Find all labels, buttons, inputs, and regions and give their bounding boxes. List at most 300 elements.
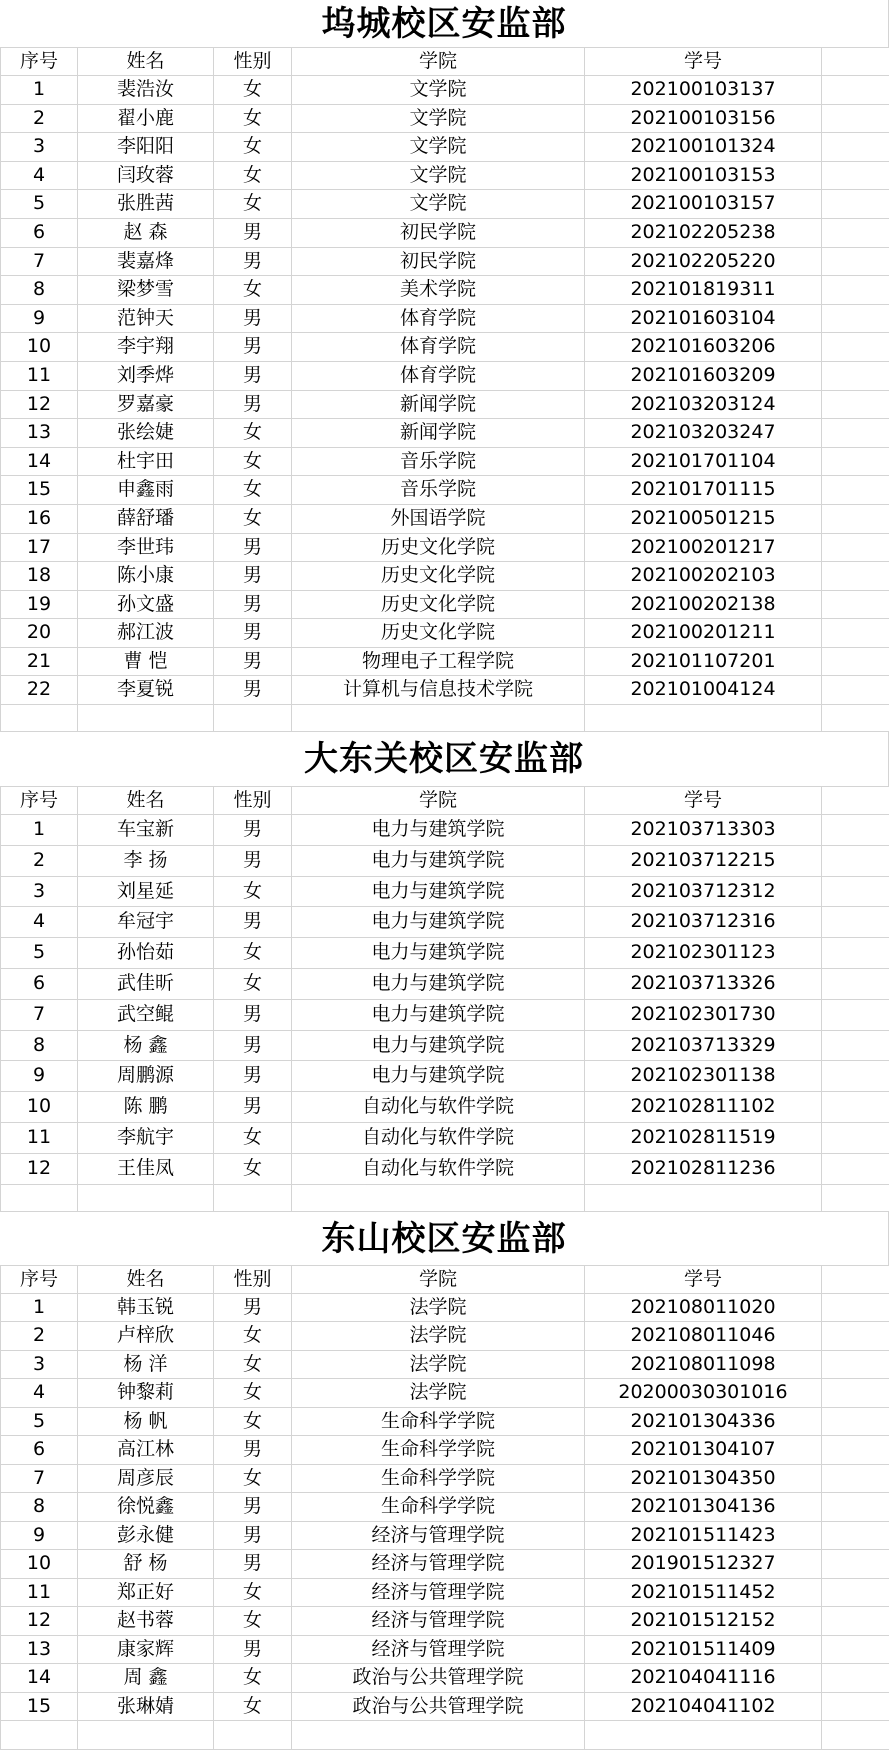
gender-cell[interactable]: 男	[214, 391, 292, 419]
seq-cell[interactable]: 19	[0, 591, 78, 619]
student-id-cell[interactable]: 202101701104	[585, 448, 822, 476]
seq-cell[interactable]: 4	[0, 162, 78, 190]
seq-cell[interactable]: 14	[0, 448, 78, 476]
college-cell[interactable]: 初民学院	[292, 219, 585, 247]
gender-cell[interactable]: 女	[214, 1379, 292, 1407]
empty-cell[interactable]	[78, 1185, 214, 1211]
gender-cell[interactable]: 女	[214, 1123, 292, 1153]
college-cell[interactable]: 体育学院	[292, 305, 585, 333]
header-gender[interactable]: 性别	[214, 787, 292, 814]
empty-cell[interactable]	[214, 1721, 292, 1749]
name-cell[interactable]: 刘季烨	[78, 362, 214, 390]
seq-cell[interactable]: 1	[0, 1294, 78, 1322]
empty-cell[interactable]	[292, 1185, 585, 1211]
gender-cell[interactable]: 女	[214, 419, 292, 447]
empty-cell[interactable]	[78, 705, 214, 731]
empty-cell[interactable]	[822, 1607, 889, 1635]
name-cell[interactable]: 孙怡茹	[78, 938, 214, 968]
student-id-cell[interactable]: 202103712312	[585, 877, 822, 907]
student-id-cell[interactable]: 202101304136	[585, 1493, 822, 1521]
header-college[interactable]: 学院	[292, 1266, 585, 1293]
gender-cell[interactable]: 男	[214, 1092, 292, 1122]
empty-cell[interactable]	[214, 1185, 292, 1211]
name-cell[interactable]: 李宇翔	[78, 333, 214, 361]
empty-cell[interactable]	[78, 1721, 214, 1749]
name-cell[interactable]: 康家辉	[78, 1636, 214, 1664]
seq-cell[interactable]: 1	[0, 76, 78, 104]
student-id-cell[interactable]: 202101603209	[585, 362, 822, 390]
empty-cell[interactable]	[822, 1550, 889, 1578]
name-cell[interactable]: 李航宇	[78, 1123, 214, 1153]
student-id-cell[interactable]: 202103713326	[585, 969, 822, 999]
empty-cell[interactable]	[822, 1636, 889, 1664]
empty-cell[interactable]	[822, 1266, 889, 1293]
seq-cell[interactable]: 10	[0, 1550, 78, 1578]
gender-cell[interactable]: 女	[214, 276, 292, 304]
student-id-cell[interactable]: 202100103137	[585, 76, 822, 104]
college-cell[interactable]: 自动化与软件学院	[292, 1154, 585, 1184]
seq-cell[interactable]: 12	[0, 1607, 78, 1635]
empty-cell[interactable]	[822, 419, 889, 447]
header-seq[interactable]: 序号	[0, 48, 78, 75]
college-cell[interactable]: 电力与建筑学院	[292, 1000, 585, 1030]
college-cell[interactable]: 电力与建筑学院	[292, 815, 585, 845]
seq-cell[interactable]: 2	[0, 846, 78, 876]
name-cell[interactable]: 钟黎莉	[78, 1379, 214, 1407]
empty-cell[interactable]	[822, 1294, 889, 1322]
seq-cell[interactable]: 11	[0, 362, 78, 390]
college-cell[interactable]: 外国语学院	[292, 505, 585, 533]
empty-cell[interactable]	[822, 534, 889, 562]
empty-cell[interactable]	[822, 333, 889, 361]
empty-cell[interactable]	[822, 1322, 889, 1350]
empty-cell[interactable]	[822, 133, 889, 161]
empty-cell[interactable]	[822, 76, 889, 104]
college-cell[interactable]: 法学院	[292, 1294, 585, 1322]
header-name[interactable]: 姓名	[78, 787, 214, 814]
name-cell[interactable]: 裴浩汝	[78, 76, 214, 104]
seq-cell[interactable]: 6	[0, 219, 78, 247]
empty-cell[interactable]	[822, 705, 889, 731]
seq-cell[interactable]: 11	[0, 1123, 78, 1153]
header-student-id[interactable]: 学号	[585, 48, 822, 75]
student-id-cell[interactable]: 202104041116	[585, 1664, 822, 1692]
seq-cell[interactable]: 7	[0, 1465, 78, 1493]
name-cell[interactable]: 郝江波	[78, 619, 214, 647]
empty-cell[interactable]	[822, 787, 889, 814]
student-id-cell[interactable]: 202101603206	[585, 333, 822, 361]
college-cell[interactable]: 历史文化学院	[292, 619, 585, 647]
college-cell[interactable]: 历史文化学院	[292, 562, 585, 590]
college-cell[interactable]: 电力与建筑学院	[292, 877, 585, 907]
seq-cell[interactable]: 22	[0, 676, 78, 704]
student-id-cell[interactable]: 202101701115	[585, 476, 822, 504]
empty-cell[interactable]	[822, 505, 889, 533]
gender-cell[interactable]: 男	[214, 846, 292, 876]
gender-cell[interactable]: 女	[214, 1408, 292, 1436]
seq-cell[interactable]: 11	[0, 1579, 78, 1607]
gender-cell[interactable]: 女	[214, 1322, 292, 1350]
empty-cell[interactable]	[822, 248, 889, 276]
header-student-id[interactable]: 学号	[585, 787, 822, 814]
student-id-cell[interactable]: 202100101324	[585, 133, 822, 161]
name-cell[interactable]: 武佳昕	[78, 969, 214, 999]
seq-cell[interactable]: 5	[0, 938, 78, 968]
college-cell[interactable]: 生命科学学院	[292, 1408, 585, 1436]
college-cell[interactable]: 电力与建筑学院	[292, 969, 585, 999]
seq-cell[interactable]: 1	[0, 815, 78, 845]
gender-cell[interactable]: 女	[214, 105, 292, 133]
empty-cell[interactable]	[214, 705, 292, 731]
empty-cell[interactable]	[822, 1123, 889, 1153]
empty-cell[interactable]	[822, 448, 889, 476]
empty-cell[interactable]	[822, 276, 889, 304]
student-id-cell[interactable]: 202108011098	[585, 1351, 822, 1379]
name-cell[interactable]: 车宝新	[78, 815, 214, 845]
college-cell[interactable]: 政治与公共管理学院	[292, 1664, 585, 1692]
name-cell[interactable]: 杨 帆	[78, 1408, 214, 1436]
empty-cell[interactable]	[822, 1721, 889, 1749]
name-cell[interactable]: 赵 森	[78, 219, 214, 247]
name-cell[interactable]: 牟冠宇	[78, 907, 214, 937]
student-id-cell[interactable]: 202103203124	[585, 391, 822, 419]
college-cell[interactable]: 体育学院	[292, 362, 585, 390]
gender-cell[interactable]: 女	[214, 162, 292, 190]
student-id-cell[interactable]: 202100501215	[585, 505, 822, 533]
college-cell[interactable]: 历史文化学院	[292, 534, 585, 562]
name-cell[interactable]: 张胜茜	[78, 190, 214, 218]
empty-cell[interactable]	[822, 1379, 889, 1407]
gender-cell[interactable]: 男	[214, 1436, 292, 1464]
college-cell[interactable]: 经济与管理学院	[292, 1522, 585, 1550]
empty-cell[interactable]	[822, 619, 889, 647]
student-id-cell[interactable]: 202101511423	[585, 1522, 822, 1550]
header-gender[interactable]: 性别	[214, 48, 292, 75]
student-id-cell[interactable]: 202101304350	[585, 1465, 822, 1493]
name-cell[interactable]: 李阳阳	[78, 133, 214, 161]
seq-cell[interactable]: 2	[0, 105, 78, 133]
seq-cell[interactable]: 4	[0, 907, 78, 937]
seq-cell[interactable]: 8	[0, 1493, 78, 1521]
name-cell[interactable]: 罗嘉豪	[78, 391, 214, 419]
gender-cell[interactable]: 女	[214, 448, 292, 476]
seq-cell[interactable]: 12	[0, 1154, 78, 1184]
header-name[interactable]: 姓名	[78, 1266, 214, 1293]
name-cell[interactable]: 孙文盛	[78, 591, 214, 619]
seq-cell[interactable]: 13	[0, 1636, 78, 1664]
gender-cell[interactable]: 女	[214, 505, 292, 533]
empty-cell[interactable]	[0, 1721, 78, 1749]
seq-cell[interactable]: 12	[0, 391, 78, 419]
student-id-cell[interactable]: 202101304336	[585, 1408, 822, 1436]
name-cell[interactable]: 薛舒璠	[78, 505, 214, 533]
student-id-cell[interactable]: 20200030301016	[585, 1379, 822, 1407]
gender-cell[interactable]: 女	[214, 1465, 292, 1493]
college-cell[interactable]: 自动化与软件学院	[292, 1092, 585, 1122]
name-cell[interactable]: 裴嘉烽	[78, 248, 214, 276]
student-id-cell[interactable]: 202101107201	[585, 648, 822, 676]
gender-cell[interactable]: 男	[214, 1522, 292, 1550]
empty-cell[interactable]	[822, 162, 889, 190]
student-id-cell[interactable]: 202100202103	[585, 562, 822, 590]
gender-cell[interactable]: 女	[214, 190, 292, 218]
name-cell[interactable]: 武空鲲	[78, 1000, 214, 1030]
student-id-cell[interactable]: 202102205220	[585, 248, 822, 276]
college-cell[interactable]: 电力与建筑学院	[292, 907, 585, 937]
name-cell[interactable]: 周 鑫	[78, 1664, 214, 1692]
student-id-cell[interactable]: 202100103153	[585, 162, 822, 190]
student-id-cell[interactable]: 202101512152	[585, 1607, 822, 1635]
student-id-cell[interactable]: 202102811236	[585, 1154, 822, 1184]
gender-cell[interactable]: 男	[214, 1061, 292, 1091]
empty-cell[interactable]	[822, 938, 889, 968]
college-cell[interactable]: 美术学院	[292, 276, 585, 304]
gender-cell[interactable]: 女	[214, 1579, 292, 1607]
gender-cell[interactable]: 男	[214, 534, 292, 562]
seq-cell[interactable]: 3	[0, 877, 78, 907]
seq-cell[interactable]: 13	[0, 419, 78, 447]
name-cell[interactable]: 舒 杨	[78, 1550, 214, 1578]
name-cell[interactable]: 彭永健	[78, 1522, 214, 1550]
gender-cell[interactable]: 男	[214, 676, 292, 704]
student-id-cell[interactable]: 202100103156	[585, 105, 822, 133]
college-cell[interactable]: 电力与建筑学院	[292, 938, 585, 968]
name-cell[interactable]: 翟小鹿	[78, 105, 214, 133]
name-cell[interactable]: 杜宇田	[78, 448, 214, 476]
empty-cell[interactable]	[292, 705, 585, 731]
empty-cell[interactable]	[822, 1092, 889, 1122]
empty-cell[interactable]	[822, 877, 889, 907]
empty-cell[interactable]	[822, 1185, 889, 1211]
seq-cell[interactable]: 16	[0, 505, 78, 533]
gender-cell[interactable]: 男	[214, 1031, 292, 1061]
gender-cell[interactable]: 女	[214, 938, 292, 968]
gender-cell[interactable]: 男	[214, 1294, 292, 1322]
college-cell[interactable]: 生命科学学院	[292, 1465, 585, 1493]
college-cell[interactable]: 文学院	[292, 190, 585, 218]
name-cell[interactable]: 陈 鹏	[78, 1092, 214, 1122]
name-cell[interactable]: 杨 鑫	[78, 1031, 214, 1061]
header-student-id[interactable]: 学号	[585, 1266, 822, 1293]
college-cell[interactable]: 经济与管理学院	[292, 1607, 585, 1635]
seq-cell[interactable]: 5	[0, 1408, 78, 1436]
empty-cell[interactable]	[822, 1664, 889, 1692]
college-cell[interactable]: 计算机与信息技术学院	[292, 676, 585, 704]
seq-cell[interactable]: 7	[0, 1000, 78, 1030]
empty-cell[interactable]	[822, 362, 889, 390]
seq-cell[interactable]: 4	[0, 1379, 78, 1407]
empty-cell[interactable]	[822, 562, 889, 590]
gender-cell[interactable]: 男	[214, 591, 292, 619]
gender-cell[interactable]: 男	[214, 362, 292, 390]
empty-cell[interactable]	[822, 907, 889, 937]
college-cell[interactable]: 物理电子工程学院	[292, 648, 585, 676]
name-cell[interactable]: 徐悦鑫	[78, 1493, 214, 1521]
student-id-cell[interactable]: 202100201211	[585, 619, 822, 647]
student-id-cell[interactable]: 202101004124	[585, 676, 822, 704]
empty-cell[interactable]	[585, 1721, 822, 1749]
student-id-cell[interactable]: 202100103157	[585, 190, 822, 218]
seq-cell[interactable]: 3	[0, 1351, 78, 1379]
empty-cell[interactable]	[822, 1408, 889, 1436]
seq-cell[interactable]: 21	[0, 648, 78, 676]
empty-cell[interactable]	[822, 1061, 889, 1091]
seq-cell[interactable]: 9	[0, 1522, 78, 1550]
name-cell[interactable]: 郑正好	[78, 1579, 214, 1607]
name-cell[interactable]: 李世玮	[78, 534, 214, 562]
college-cell[interactable]: 体育学院	[292, 333, 585, 361]
empty-cell[interactable]	[822, 1351, 889, 1379]
student-id-cell[interactable]: 202103712215	[585, 846, 822, 876]
student-id-cell[interactable]: 202102301123	[585, 938, 822, 968]
seq-cell[interactable]: 20	[0, 619, 78, 647]
empty-cell[interactable]	[822, 219, 889, 247]
empty-cell[interactable]	[822, 1154, 889, 1184]
empty-cell[interactable]	[0, 1185, 78, 1211]
empty-cell[interactable]	[822, 1031, 889, 1061]
college-cell[interactable]: 初民学院	[292, 248, 585, 276]
empty-cell[interactable]	[822, 815, 889, 845]
college-cell[interactable]: 文学院	[292, 162, 585, 190]
student-id-cell[interactable]: 202103712316	[585, 907, 822, 937]
empty-cell[interactable]	[822, 105, 889, 133]
student-id-cell[interactable]: 202102301138	[585, 1061, 822, 1091]
header-seq[interactable]: 序号	[0, 787, 78, 814]
college-cell[interactable]: 文学院	[292, 76, 585, 104]
college-cell[interactable]: 生命科学学院	[292, 1436, 585, 1464]
seq-cell[interactable]: 6	[0, 969, 78, 999]
student-id-cell[interactable]: 202102811519	[585, 1123, 822, 1153]
student-id-cell[interactable]: 202101819311	[585, 276, 822, 304]
empty-cell[interactable]	[822, 391, 889, 419]
seq-cell[interactable]: 15	[0, 1693, 78, 1721]
empty-cell[interactable]	[822, 1000, 889, 1030]
gender-cell[interactable]: 男	[214, 248, 292, 276]
college-cell[interactable]: 自动化与软件学院	[292, 1123, 585, 1153]
header-gender[interactable]: 性别	[214, 1266, 292, 1293]
college-cell[interactable]: 法学院	[292, 1322, 585, 1350]
name-cell[interactable]: 曹 恺	[78, 648, 214, 676]
empty-cell[interactable]	[822, 676, 889, 704]
seq-cell[interactable]: 2	[0, 1322, 78, 1350]
empty-cell[interactable]	[822, 1436, 889, 1464]
name-cell[interactable]: 范钟天	[78, 305, 214, 333]
college-cell[interactable]: 生命科学学院	[292, 1493, 585, 1521]
gender-cell[interactable]: 女	[214, 1607, 292, 1635]
name-cell[interactable]: 周鹏源	[78, 1061, 214, 1091]
college-cell[interactable]: 文学院	[292, 105, 585, 133]
student-id-cell[interactable]: 202102205238	[585, 219, 822, 247]
student-id-cell[interactable]: 202103713329	[585, 1031, 822, 1061]
empty-cell[interactable]	[822, 591, 889, 619]
college-cell[interactable]: 经济与管理学院	[292, 1550, 585, 1578]
empty-cell[interactable]	[292, 1721, 585, 1749]
header-college[interactable]: 学院	[292, 48, 585, 75]
gender-cell[interactable]: 女	[214, 76, 292, 104]
college-cell[interactable]: 经济与管理学院	[292, 1579, 585, 1607]
name-cell[interactable]: 杨 洋	[78, 1351, 214, 1379]
empty-cell[interactable]	[822, 190, 889, 218]
college-cell[interactable]: 新闻学院	[292, 419, 585, 447]
header-seq[interactable]: 序号	[0, 1266, 78, 1293]
gender-cell[interactable]: 女	[214, 133, 292, 161]
gender-cell[interactable]: 女	[214, 1351, 292, 1379]
gender-cell[interactable]: 男	[214, 619, 292, 647]
empty-cell[interactable]	[822, 1493, 889, 1521]
college-cell[interactable]: 法学院	[292, 1379, 585, 1407]
gender-cell[interactable]: 男	[214, 333, 292, 361]
name-cell[interactable]: 赵书蓉	[78, 1607, 214, 1635]
gender-cell[interactable]: 男	[214, 1636, 292, 1664]
name-cell[interactable]: 韩玉锐	[78, 1294, 214, 1322]
student-id-cell[interactable]: 202102811102	[585, 1092, 822, 1122]
seq-cell[interactable]: 5	[0, 190, 78, 218]
seq-cell[interactable]: 15	[0, 476, 78, 504]
empty-cell[interactable]	[822, 48, 889, 75]
college-cell[interactable]: 历史文化学院	[292, 591, 585, 619]
gender-cell[interactable]: 男	[214, 219, 292, 247]
name-cell[interactable]: 高江林	[78, 1436, 214, 1464]
student-id-cell[interactable]: 202102301730	[585, 1000, 822, 1030]
header-college[interactable]: 学院	[292, 787, 585, 814]
seq-cell[interactable]: 8	[0, 1031, 78, 1061]
name-cell[interactable]: 陈小康	[78, 562, 214, 590]
gender-cell[interactable]: 男	[214, 305, 292, 333]
empty-cell[interactable]	[585, 1185, 822, 1211]
college-cell[interactable]: 政治与公共管理学院	[292, 1693, 585, 1721]
gender-cell[interactable]: 女	[214, 877, 292, 907]
student-id-cell[interactable]: 202108011046	[585, 1322, 822, 1350]
gender-cell[interactable]: 男	[214, 1550, 292, 1578]
student-id-cell[interactable]: 201901512327	[585, 1550, 822, 1578]
college-cell[interactable]: 新闻学院	[292, 391, 585, 419]
name-cell[interactable]: 李夏锐	[78, 676, 214, 704]
header-name[interactable]: 姓名	[78, 48, 214, 75]
name-cell[interactable]: 梁梦雪	[78, 276, 214, 304]
empty-cell[interactable]	[822, 1465, 889, 1493]
student-id-cell[interactable]: 202100202138	[585, 591, 822, 619]
seq-cell[interactable]: 9	[0, 1061, 78, 1091]
seq-cell[interactable]: 3	[0, 133, 78, 161]
name-cell[interactable]: 张绘婕	[78, 419, 214, 447]
college-cell[interactable]: 电力与建筑学院	[292, 1061, 585, 1091]
student-id-cell[interactable]: 202100201217	[585, 534, 822, 562]
name-cell[interactable]: 卢梓欣	[78, 1322, 214, 1350]
college-cell[interactable]: 音乐学院	[292, 476, 585, 504]
seq-cell[interactable]: 18	[0, 562, 78, 590]
student-id-cell[interactable]: 202101603104	[585, 305, 822, 333]
gender-cell[interactable]: 女	[214, 1693, 292, 1721]
seq-cell[interactable]: 6	[0, 1436, 78, 1464]
college-cell[interactable]: 法学院	[292, 1351, 585, 1379]
seq-cell[interactable]: 10	[0, 333, 78, 361]
empty-cell[interactable]	[585, 705, 822, 731]
name-cell[interactable]: 周彦辰	[78, 1465, 214, 1493]
name-cell[interactable]: 李 扬	[78, 846, 214, 876]
empty-cell[interactable]	[822, 305, 889, 333]
empty-cell[interactable]	[822, 846, 889, 876]
student-id-cell[interactable]: 202108011020	[585, 1294, 822, 1322]
empty-cell[interactable]	[822, 1693, 889, 1721]
empty-cell[interactable]	[822, 648, 889, 676]
student-id-cell[interactable]: 202101511452	[585, 1579, 822, 1607]
student-id-cell[interactable]: 202101511409	[585, 1636, 822, 1664]
seq-cell[interactable]: 14	[0, 1664, 78, 1692]
empty-cell[interactable]	[822, 1522, 889, 1550]
college-cell[interactable]: 音乐学院	[292, 448, 585, 476]
empty-cell[interactable]	[822, 969, 889, 999]
gender-cell[interactable]: 男	[214, 907, 292, 937]
